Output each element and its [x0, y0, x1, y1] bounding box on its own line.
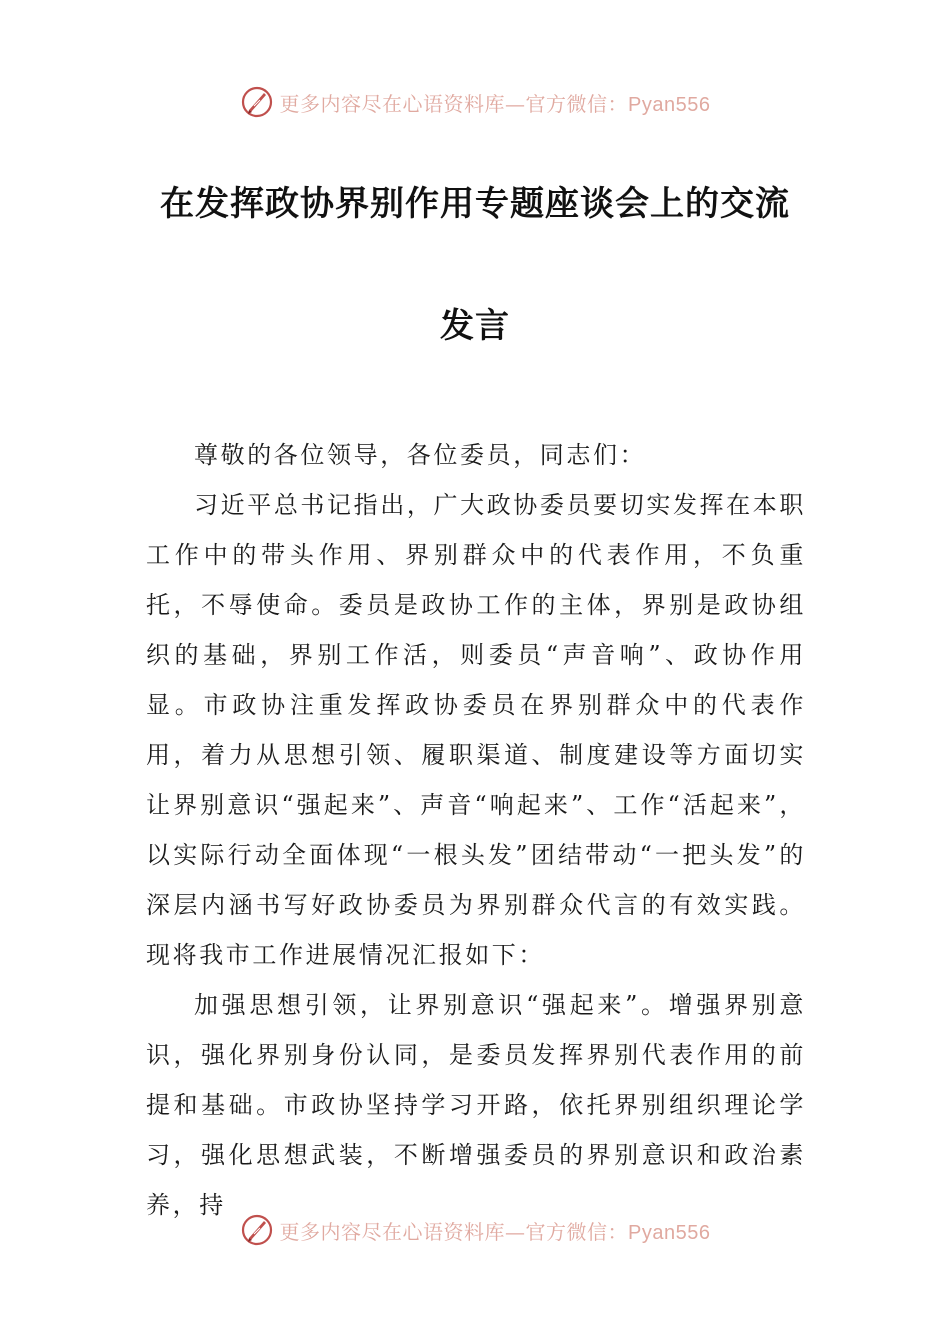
- watermark-text: 更多内容尽在心语资料库—官方微信：Pyan556: [279, 1219, 711, 1244]
- quill-pen-logo-icon: [240, 85, 274, 119]
- document-title-line-2: 发言: [440, 306, 510, 346]
- header-watermark: [0, 82, 950, 122]
- footer-watermark: [0, 1210, 950, 1250]
- document-title-line-1: 在发挥政协界别作用专题座谈会上的交流: [160, 184, 790, 224]
- quill-pen-logo-icon: [240, 1213, 274, 1247]
- salutation-paragraph: 尊敬的各位领导，各位委员，同志们：: [194, 441, 647, 469]
- watermark-text: 更多内容尽在心语资料库—官方微信：Pyan556: [279, 91, 711, 116]
- body-paragraph-1: 习近平总书记指出，广大政协委员要切实发挥在本职工作中的带头作用、界别群众中的代表作用，不负重托，不辱使命。委员是政协工作的主体，界别是政协组织的基础，界别工作活，则委员“声音响”、政协作用显。市政协注重发挥政协委员在界别群众中的代表作用，着力从思想引领、履职渠道、制度建设等方面切实让界别意识“强起来”、声音“响起来”、工作“活起来”，以实际行动全面体现“一根头发”团结带动“一把头发”的深层内涵书写好政协委员为界别群众代言的有效实践。现将我市工作进展情况汇报如下：: [146, 491, 806, 969]
- wechat-id: Pyan556: [628, 1221, 711, 1244]
- body-paragraph-2: 加强思想引领，让界别意识“强起来”。增强界别意识，强化界别身份认同，是委员发挥界别代表作用的前提和基础。市政协坚持学习开路，依托界别组织理论学习，强化思想武装，不断增强委员的界别意识和政治素养，持: [146, 991, 806, 1219]
- document-body: [146, 430, 806, 1230]
- wechat-id: Pyan556: [628, 93, 711, 116]
